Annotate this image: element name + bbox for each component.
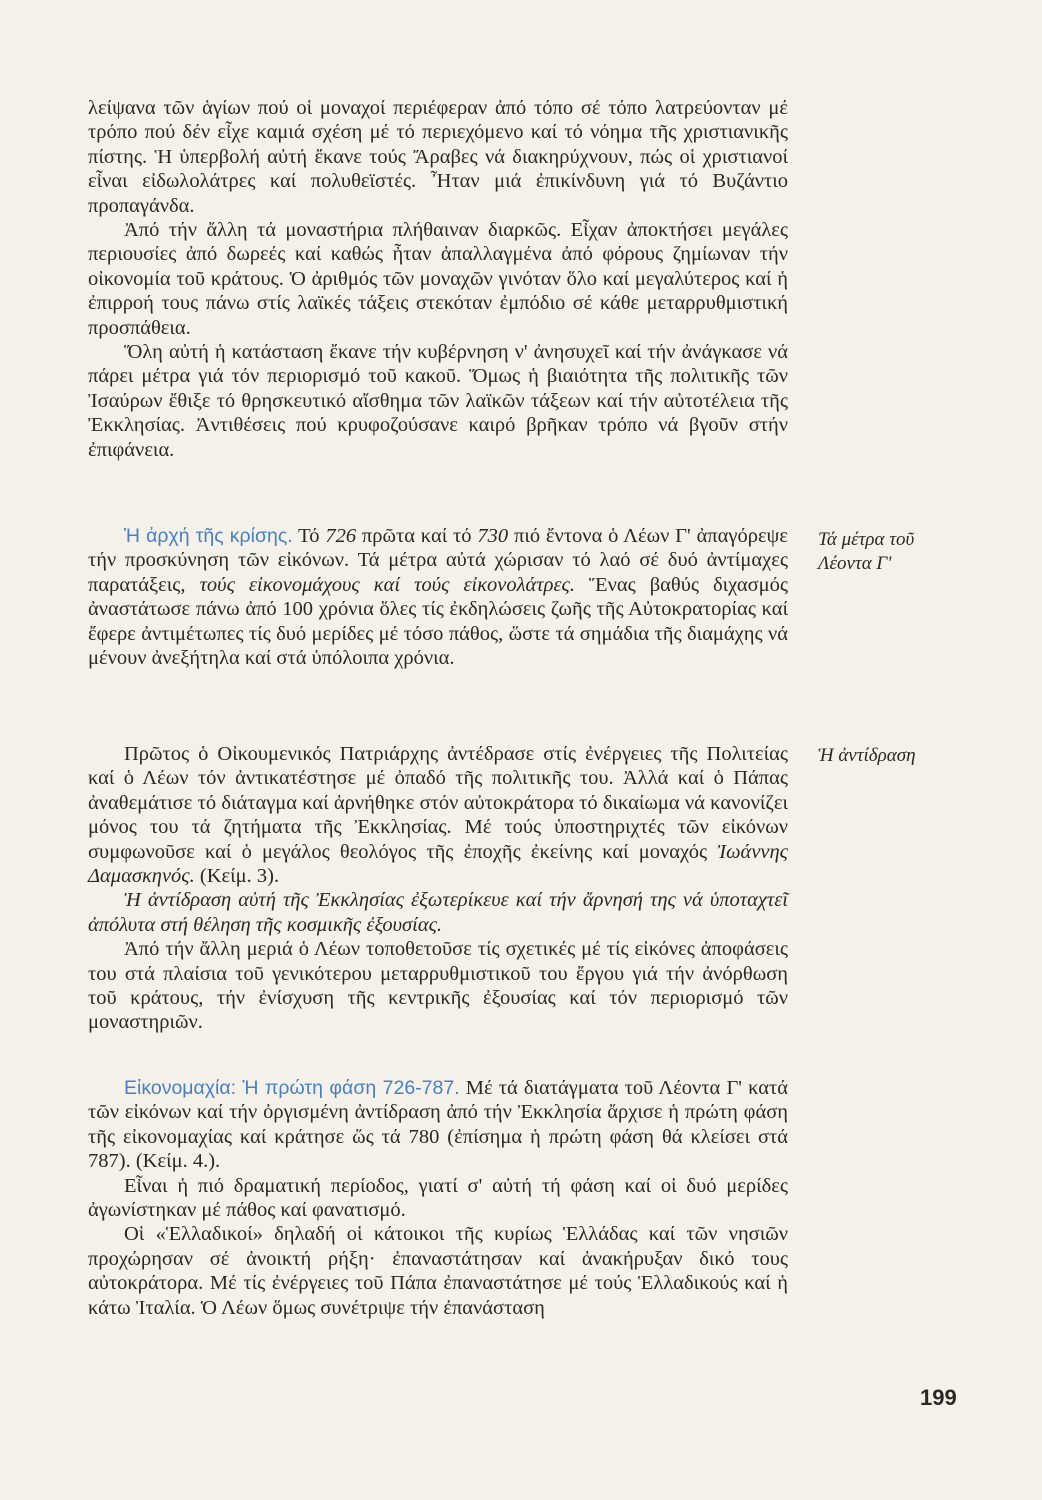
year-726: 726 — [325, 525, 357, 547]
margin-note-measures: Τά μέτρα τοῦ Λέοντα Γ' — [818, 529, 915, 574]
paragraph-helladikoi: Οἱ «Ἑλλαδικοί» δηλαδή οἱ κάτοικοι τῆς κυρίως Ἑλλάδας καί τῶν νησιῶν προχώρησαν σέ ἀνοικτή ρήξη· ἐπαναστάτησαν καί ἀνακήρυξαν δικό τους αὐτοκράτορα. Μέ τίς ἐνέργειες τοῦ Πάπα ἐπαναστάτησε μέ τούς Ἑλλαδικούς καί ἡ κάτω Ἰταλία. Ὁ Λέων ὅμως συνέτριψε τήν ἐπανάσταση — [88, 1223, 788, 1319]
year-730: 730 — [477, 525, 509, 547]
paragraph-patriarch: Πρῶτος ὁ Οἰκουμενικός Πατριάρχης ἀντέδρασε στίς ἐνέργειες τῆς Πολιτείας καί ὁ Λέων τόν ἀντικατέστησε μέ ὀπαδό τῆς πολιτικῆς του. Ἀλλά καί ὁ Πάπας ἀναθεμάτισε τό διάταγμα καί ἀρνήθηκε στόν αὐτοκράτορα τό δικαίωμα νά κανονίζει μόνος του τά ζητήματα τῆς Ἐκκλησίας. Μέ τούς ὑποστηριχτές τῶν εἰκόνων συμφωνοῦσε καί ὁ μεγάλος θεολόγος τῆς ἐποχῆς ἐκείνης καί μοναχός Ἰωάννης Δαμασκηνός. (Κείμ. 3). — [88, 743, 788, 888]
text-block-relics — [88, 96, 788, 462]
paragraph-crisis: Ἡ ἀρχή τῆς κρίσης. Τό 726 πρῶτα καί τό 730 πιό ἔντονα ὁ Λέων Γ' ἀπαγόρεψε τήν προσκύνηση τῶν εἰκόνων. Τά μέτρα αὐτά χώρισαν τό λαό σέ δυό ἀντίμαχες παρατάξεις, τούς εἰκονομάχους καί τούς εἰκονολάτρες. Ἕνας βαθύς διχασμός ἀναστάτωσε πάνω ἀπό 100 χρόνια ὅλες τίς ἐκδηλώσεις ζωῆς τῆς Αὐτοκρατορίας καί ἔφερε ἀντιμέτωπες τίς δυό μερίδες μέ τόσο πάθος, ὥστε τά σημάδια τῆς διαμάχης νά μένουν ἀνεξήτηλα καί στά ὑπόλοιπα χρόνια. — [88, 525, 788, 670]
section-heading-first-phase: Εἰκονομαχία: Ἡ πρώτη φάση 726-787. — [124, 1077, 460, 1099]
paragraph-leo-reforms: Ἀπό τήν ἄλλη μεριά ὁ Λέων τοποθετοῦσε τίς σχετικές μέ τίς εἰκόνες ἀποφάσεις του στά πλαίσια τοῦ γενικότερου μεταρρυθμιστικοῦ του ἔργου γιά τήν ἀνόρθωση τοῦ κράτους, τήν ἐνίσχυση τῆς κεντρικῆς ἐξουσίας καί τόν περιορισμό τῶν μοναστηριῶν. — [88, 938, 788, 1034]
paragraph-dramatic-period: Εἶναι ἡ πιό δραματική περίοδος, γιατί σ' αὐτή τή φάση καί οἱ δυό μερίδες ἀγωνίστηκαν μέ πάθος καί φανατισμό. — [88, 1174, 788, 1222]
paragraph-government: Ὅλη αὐτή ἡ κατάσταση ἔκανε τήν κυβέρνηση ν' ἀνησυχεῖ καί τήν ἀνάγκασε νά πάρει μέτρα γιά τόν περιορισμό τοῦ κακοῦ. Ὅμως ἡ βιαιότητα τῆς πολιτικῆς τῶν Ἰσαύρων ἔθιξε τό θρησκευτικό αἴσθημα τῶν λαϊκῶν τάξεων καί τήν αὐτοτέλεια τῆς Ἐκκλησίας. Ἀντιθέσεις πού κρυφοζούσανε καιρό βρῆκαν τρόπο νά βγοῦν στήν ἐπιφάνεια. — [88, 341, 788, 461]
margin-note-reaction: Ἡ ἀντίδραση — [818, 745, 916, 766]
paragraph-first-phase: Εἰκονομαχία: Ἡ πρώτη φάση 726-787. Μέ τά διατάγματα τοῦ Λέοντα Γ' κατά τῶν εἰκόνων καί τήν ὀργισμένη ἀντίδραση ἀπό τήν Ἐκκλησία ἄρχισε ἡ πρώτη φάση τῆς εἰκονομαχίας καί κράτησε ὥς τά 780 (ἐπίσημα ἡ πρώτη φάση θά κλείσει στά 787). (Κείμ. 4.). — [88, 1077, 788, 1173]
text-block-reaction — [88, 742, 788, 1035]
factions-italic: τούς εἰκονομάχους καί τούς εἰκονολάτρες. — [199, 573, 575, 596]
text-block-first-phase — [88, 1076, 788, 1320]
paragraph-relics: λείψανα τῶν ἁγίων πού οἱ μοναχοί περιέφεραν ἀπό τόπο σέ τόπο λατρεύονταν μέ τρόπο πού δέν εἶχε καμιά σχέση μέ τό περιεχόμενο καί τό νόημα τῆς χριστιανικῆς πίστης. Ἡ ὑπερβολή αὐτή ἔκανε τούς Ἄραβες νά διακηρύχνουν, πώς οἱ χριστιανοί εἶναι εἰδωλολάτρες καί πολυθεϊστές. Ἦταν μιά ἐπικίνδυνη γιά τό Βυζάντιο προπαγάνδα. — [88, 97, 788, 217]
page-number: 199 — [920, 1385, 957, 1410]
paragraph-church-reaction: Ἡ ἀντίδραση αὐτή τῆς Ἐκκλησίας ἐξωτερίκευε καί τήν ἄρνησή της νά ὑποταχτεῖ ἀπόλυτα στή θέληση τῆς κοσμικῆς ἐξουσίας. — [88, 889, 788, 936]
john-damascene: Ἰωάννης Δαμασκηνός. — [88, 840, 788, 888]
section-heading-crisis: Ἡ ἀρχή τῆς κρίσης. — [124, 525, 293, 547]
paragraph-monasteries: Ἀπό τήν ἄλλη τά μοναστήρια πλήθαιναν διαρκῶς. Εἶχαν ἀποκτήσει μεγάλες περιουσίες ἀπό δωρεές καί καθώς ἦταν ἀπαλλαγμένα ἀπό φόρους ζημίωναν τήν οἰκονομία τοῦ κράτους. Ὁ ἀριθμός τῶν μοναχῶν γινόταν ὅλο καί μεγαλύτερος καί ἡ ἐπιρροή τους πάνω στίς λαϊκές τάξεις στεκόταν ἐμπόδιο σέ κάθε μεταρρυθμιστική προσπάθεια. — [88, 219, 788, 339]
text-block-crisis — [88, 524, 788, 670]
